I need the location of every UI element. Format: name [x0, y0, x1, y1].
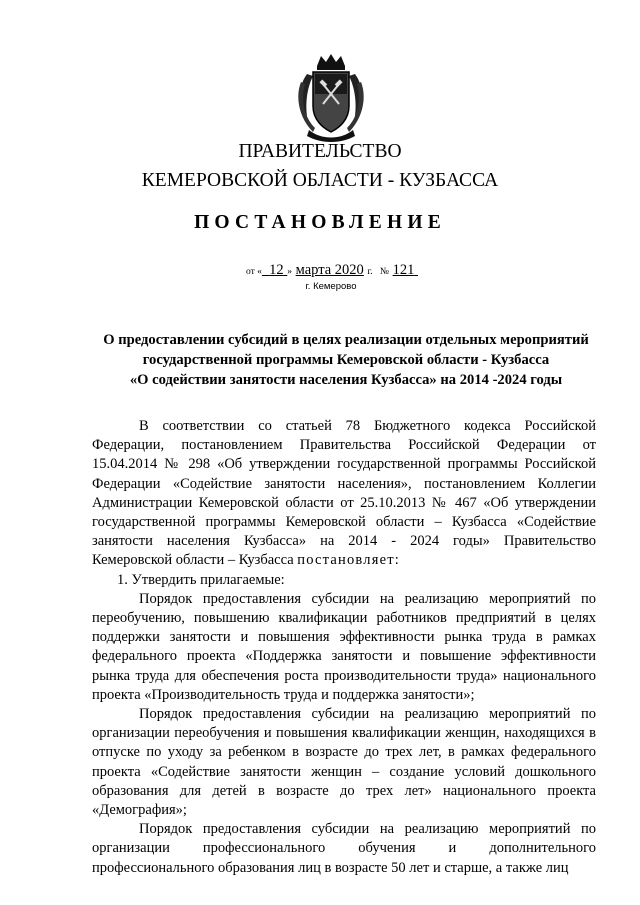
document-number: 121	[392, 262, 415, 278]
date-day: 12	[269, 262, 284, 278]
document-type-heading: ПОСТАНОВЛЕНИЕ	[194, 212, 446, 233]
paragraph-procedure-1: Порядок предоставления субсидии на реализацию мероприятий по переобучению, повышению квалификации работников предприятий в целях поддержки занятости и повышения эффективности рынка труда в рамках федерального проекта «Поддержка занятости и повышение эффективности рынка труда для обеспечения роста производительности труда» национального проекта «Производительность труда и поддержка занятости»;	[92, 590, 596, 703]
date-prefix: от «	[246, 267, 262, 277]
paragraph-procedure-2: Порядок предоставления субсидии на реализацию мероприятий по организации переобучения и повышения квалификации женщин, находящихся в отпуске по уходу за ребенком в возрасте до трех лет, в рамках федерального проекта «Содействие занятости женщин – создание условий дошкольного образования для детей в возрасте до трех лет» национального проекта «Демография»;	[92, 706, 596, 819]
coat-of-arms-icon	[295, 52, 367, 144]
org-name-line2: КЕМЕРОВСКОЙ ОБЛАСТИ - КУЗБАССА	[141, 170, 499, 191]
title-line1: О предоставлении субсидий в целях реализации отдельных мероприятий	[103, 332, 589, 348]
paragraph-procedure-3: Порядок предоставления субсидии на реализацию мероприятий по организации профессионального обучения и дополнительного профессионального образования лиц в возрасте 50 лет и старше, а также лиц	[92, 821, 596, 876]
document-city: г. Кемерово	[305, 281, 357, 292]
number-sign: №	[379, 267, 389, 277]
document-date-line	[246, 262, 418, 279]
document-title	[80, 330, 612, 390]
title-line2: государственной программы Кемеровской области - Кузбасса	[142, 352, 550, 368]
org-name-line1: ПРАВИТЕЛЬСТВО	[238, 141, 402, 162]
date-year-suffix: г.	[367, 267, 373, 277]
date-mid: »	[287, 267, 293, 277]
paragraph-item-1: 1. Утвердить прилагаемые:	[117, 571, 285, 588]
title-line3: «О содействии занятости населения Кузбасса» на 2014 -2024 годы	[129, 372, 563, 388]
document-body	[92, 417, 596, 878]
resolves-word: постановляет	[297, 552, 395, 569]
date-month-year: марта 2020	[295, 262, 364, 278]
paragraph-preamble: В соответствии со статьей 78 Бюджетного кодекса Российской Федерации, постановлением Правительства Российской Федерации от 15.04.2014 № 298 «Об утверждении государственной программы Российской Федерации «Содействие занятости населения», постановлением Коллегии Администрации Кемеровской области от 25.10.2013 № 467 «Об утверждении государственной программы Кемеровской области – Кузбасса «Содействие занятости населения Кузбасса» на 2014 - 2024 годы» Правительство Кемеровской области – Кузбасса постановляет:	[92, 418, 596, 569]
